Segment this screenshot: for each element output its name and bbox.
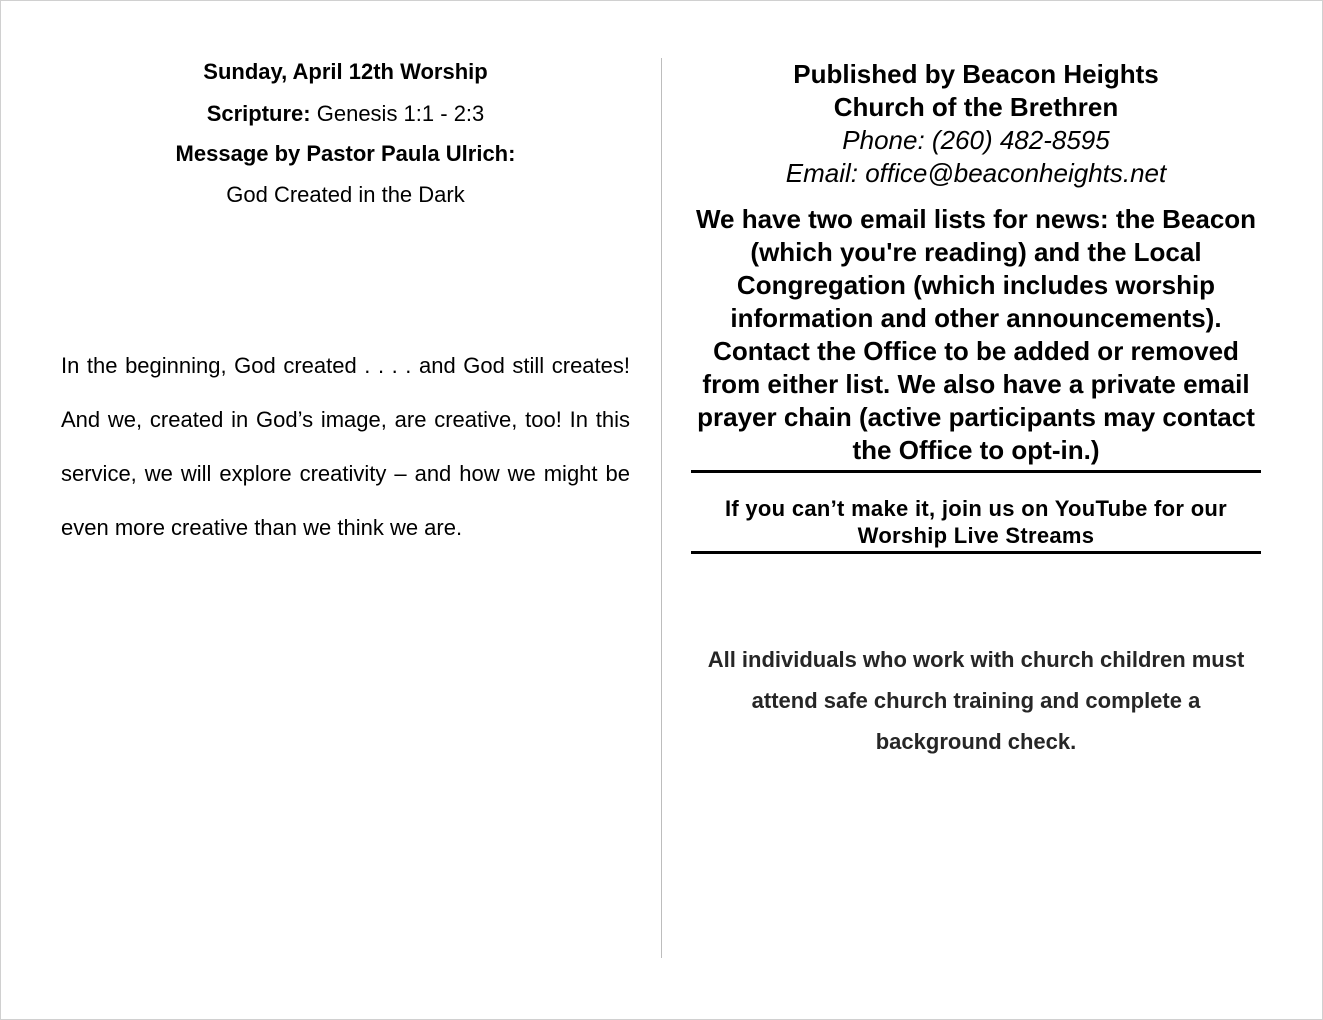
phone-number: Phone: (260) 482-8595	[842, 125, 1110, 155]
message-by: Message by Pastor Paula Ulrich:	[175, 141, 516, 166]
email-address: Email: office@beaconheights.net	[785, 158, 1167, 188]
column-divider	[661, 58, 662, 958]
left-column	[61, 58, 630, 555]
horizontal-rule	[691, 551, 1261, 554]
horizontal-rule	[691, 470, 1261, 473]
right-column	[691, 58, 1261, 762]
scripture-reference: Genesis 1:1 - 2:3	[310, 101, 485, 126]
youtube-notice: If you can’t make it, join us on YouTube for our Worship Live Streams	[724, 496, 1228, 548]
publisher-line-1: Published by Beacon Heights	[793, 59, 1159, 89]
scripture-label: Scripture:	[206, 101, 311, 126]
worship-title: Sunday, April 12th Worship	[203, 59, 488, 84]
intro-paragraph: In the beginning, God created . . . . and God still creates! And we, created in God’s image, are creative, too! In this service, we will explore creativity – and how we might be even more creative than we think we are.	[61, 353, 630, 540]
email-lists-notice: We have two email lists for news: the Beacon (which you're reading) and the Local Congregation (which includes worship information and other announcements). Contact the Office to be added or removed from either list. We also have a private email prayer chain (active participants may contact the Office to opt-in.)	[695, 204, 1257, 465]
message-title: God Created in the Dark	[226, 182, 465, 207]
safe-church-notice: All individuals who work with church children must attend safe church training and complete a background check.	[707, 647, 1245, 754]
scripture-line	[61, 100, 630, 127]
publisher-line-2: Church of the Brethren	[833, 92, 1119, 122]
